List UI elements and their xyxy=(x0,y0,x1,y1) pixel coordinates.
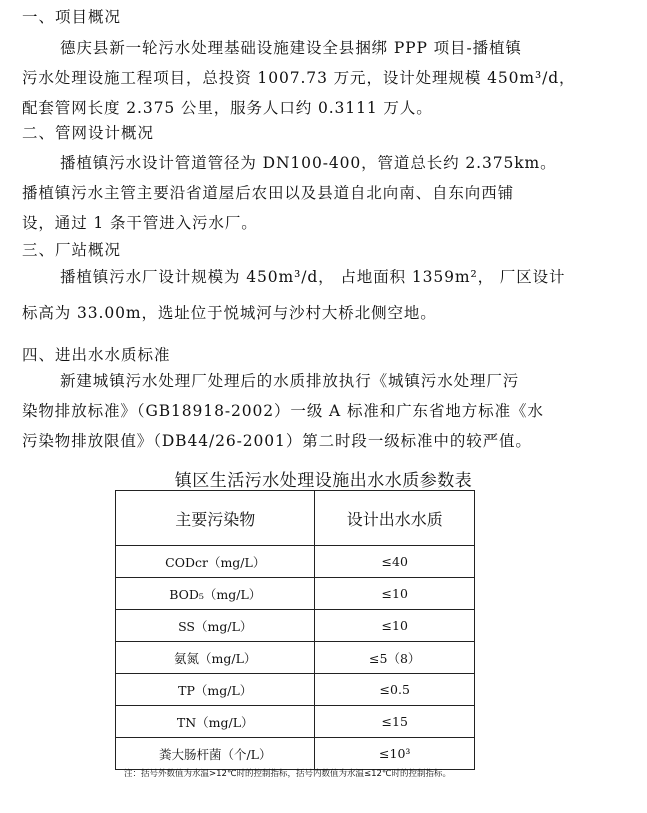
pollutant-cell: 粪大肠杆菌（个/L） xyxy=(116,738,315,770)
section-1-heading: 一、项目概况 xyxy=(22,8,122,26)
pollutant-cell: SS（mg/L） xyxy=(116,610,315,642)
pollutant-cell: TN（mg/L） xyxy=(116,706,315,738)
value-cell: ≤15 xyxy=(315,706,475,738)
table-header-row xyxy=(116,491,475,546)
section-1-line-2: 污水处理设施工程项目，总投资 1007.73 万元，设计处理规模 450m³/d， xyxy=(22,69,576,87)
value-cell: ≤10³ xyxy=(315,738,475,770)
value-cell: ≤10 xyxy=(315,610,475,642)
pollutant-cell: 氨氮（mg/L） xyxy=(116,642,315,674)
section-4-line-1: 新建城镇污水处理厂处理后的水质排放执行《城镇污水处理厂污 xyxy=(60,372,520,390)
section-1-line-3: 配套管网长度 2.375 公里，服务人口约 0.3111 万人。 xyxy=(22,99,433,117)
table-note: 注：括号外数值为水温>12℃时的控制指标，括号内数值为水温≤12℃时的控制指标。 xyxy=(124,769,451,779)
table-row xyxy=(116,578,475,610)
table-row xyxy=(116,706,475,738)
section-1-line-1: 德庆县新一轮污水处理基础设施建设全县捆绑 PPP 项目-播植镇 xyxy=(60,39,522,57)
section-2-line-1: 播植镇污水设计管道管径为 DN100-400，管道总长约 2.375km。 xyxy=(60,154,557,172)
section-2-line-2: 播植镇污水主管主要沿省道屋后农田以及县道自北向南、自东向西铺 xyxy=(22,184,515,202)
value-cell: ≤5（8） xyxy=(315,642,475,674)
value-cell: ≤10 xyxy=(315,578,475,610)
section-3-heading: 三、厂站概况 xyxy=(22,241,122,259)
header-pollutant: 主要污染物 xyxy=(116,491,315,546)
table-title: 镇区生活污水处理设施出水水质参数表 xyxy=(174,471,473,491)
table-row xyxy=(116,610,475,642)
section-2-line-3: 设，通过 1 条干管进入污水厂。 xyxy=(22,214,258,232)
section-3-body xyxy=(22,259,582,331)
value-cell: ≤40 xyxy=(315,546,475,578)
pollutant-cell: CODcr（mg/L） xyxy=(116,546,315,578)
section-1-body xyxy=(22,33,582,123)
table-row xyxy=(116,674,475,706)
value-cell: ≤0.5 xyxy=(315,674,475,706)
table-row xyxy=(116,642,475,674)
pollutant-cell: BOD₅（mg/L） xyxy=(116,578,315,610)
section-4-line-2: 染物排放标准》（GB18918-2002）一级 A 标准和广东省地方标准《水 xyxy=(22,402,544,420)
section-2-heading: 二、管网设计概况 xyxy=(22,124,155,142)
section-3-line-2: 标高为 33.00m，选址位于悦城河与沙村大桥北侧空地。 xyxy=(22,304,437,322)
table-row xyxy=(116,738,475,770)
section-2-body xyxy=(22,148,582,238)
section-4-body xyxy=(22,366,582,456)
pollutant-cell: TP（mg/L） xyxy=(116,674,315,706)
table-row xyxy=(116,546,475,578)
header-effluent-quality: 设计出水水质 xyxy=(315,491,475,546)
water-quality-table xyxy=(115,490,475,770)
section-3-line-1: 播植镇污水厂设计规模为 450m³/d， 占地面积 1359m²， 厂区设计 xyxy=(60,268,566,286)
section-4-heading: 四、进出水水质标准 xyxy=(22,346,171,364)
section-4-line-3: 污染物排放限值》（DB44/26-2001）第二时段一级标准中的较严值。 xyxy=(22,432,532,450)
